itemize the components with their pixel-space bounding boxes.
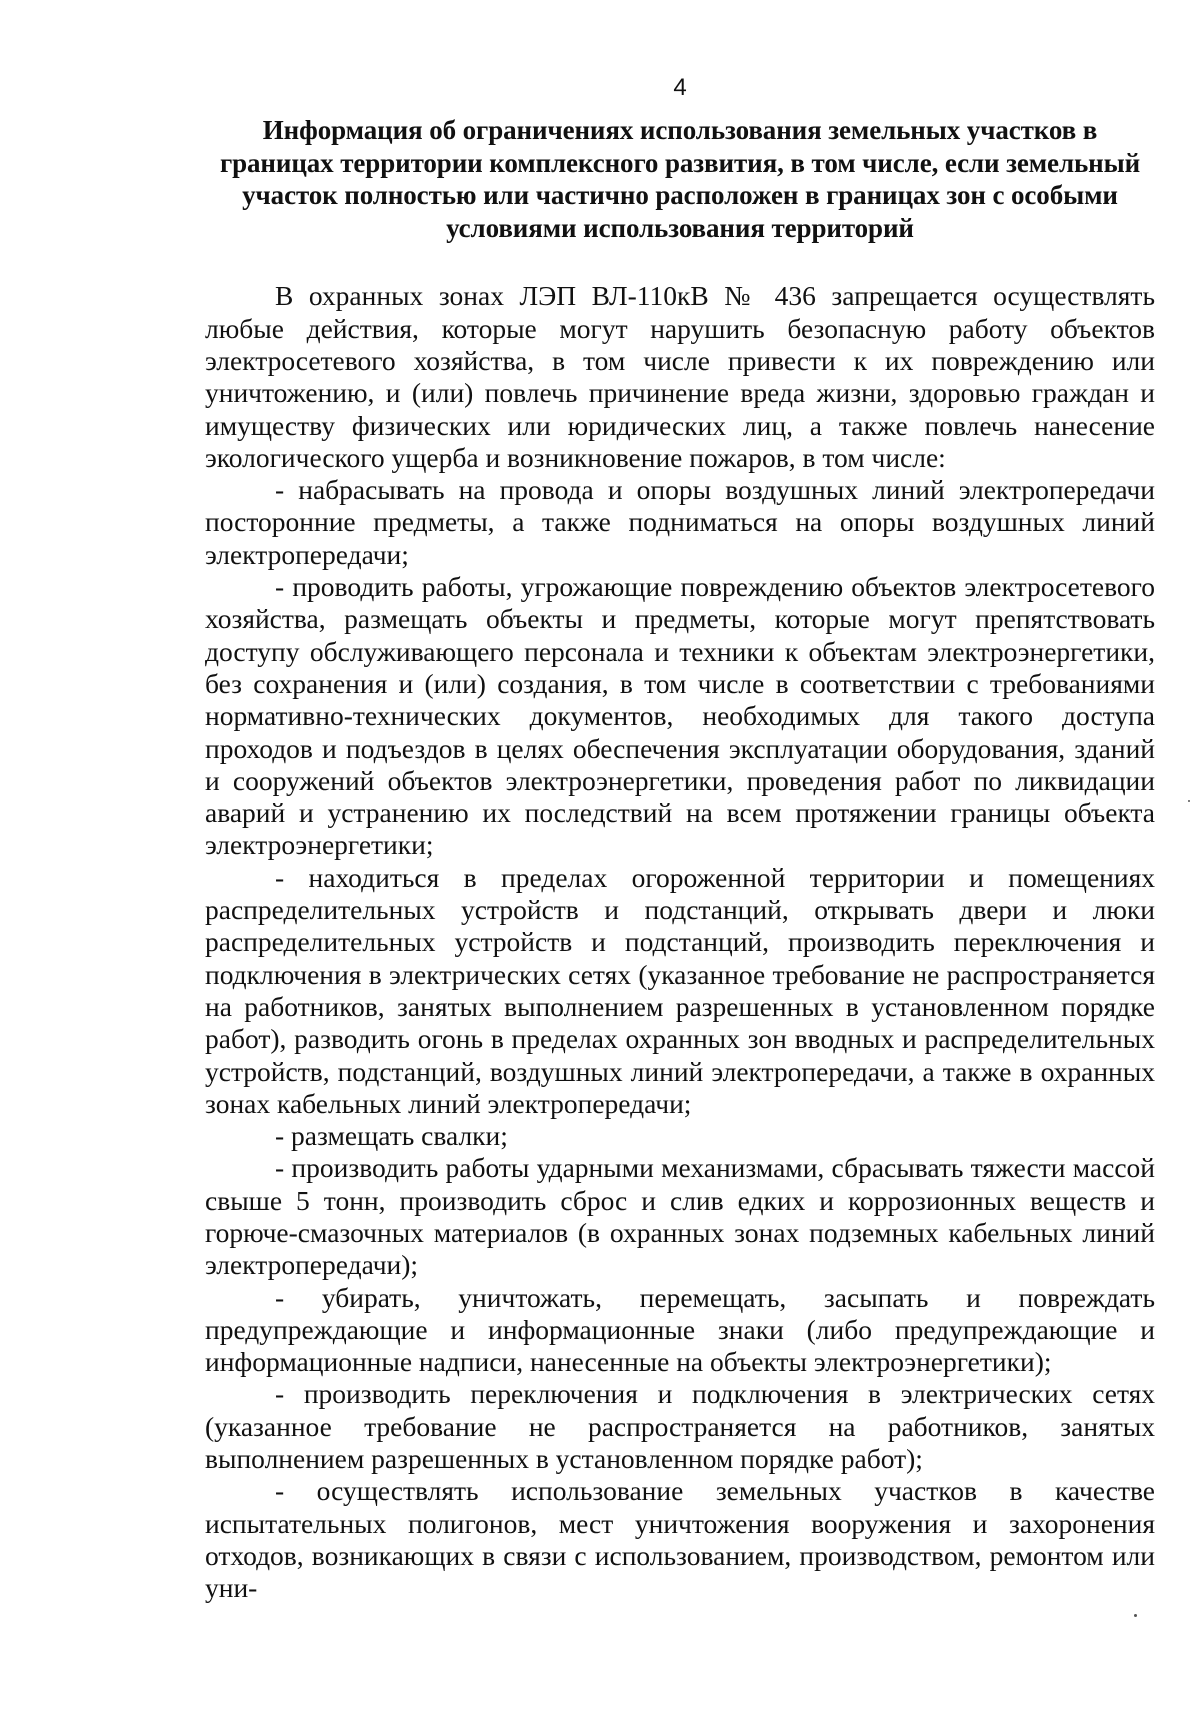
scan-artifact [1188, 800, 1190, 802]
paragraph-item: - производить переключения и подключения в электрических сетях (указанное требование не распространяется на работников, занятых выполнением разрешенных в установленном порядке работ); [205, 1378, 1155, 1475]
paragraph-item: - набрасывать на провода и опоры воздушных линий электропередачи посторонние предметы, а также подниматься на опоры воздушных линий электропередачи; [205, 474, 1155, 570]
section-heading: Информация об ограничениях использования земельных участков в границах территории комплексного развития, в том числе, если земельный участок полностью или частично расположен в границах зон с особыми условиями использования территорий [219, 115, 1141, 243]
paragraph-item: - производить работы ударными механизмами, сбрасывать тяжести массой свыше 5 тонн, производить сброс и слив едких и коррозионных веществ и горюче-смазочных материалов (в охранных зонах подземных кабельных линий электропередачи); [205, 1152, 1155, 1281]
page-number: 4 [673, 74, 687, 101]
document-body [205, 280, 1155, 1604]
paragraph-item: - осуществлять использование земельных участков в качестве испытательных полигонов, мест уничтожения вооружения и захоронения отходов, возникающих в связи с использованием, производством, ремонтом или уни- [205, 1475, 1155, 1604]
paragraph-intro: В охранных зонах ЛЭП ВЛ-110кВ № 436 запрещается осуществлять любые действия, которые могут нарушить безопасную работу объектов электросетевого хозяйства, в том числе привести к их повреждению или уничтожению, и (или) повлечь причинение вреда жизни, здоровью граждан и имуществу физических или юридических лиц, а также повлечь нанесение экологического ущерба и возникновение пожаров, в том числе: [205, 280, 1155, 473]
paragraph-item: - находиться в пределах огороженной территории и помещениях распределительных устройств и подстанций, открывать двери и люки распределительных устройств и подстанций, производить переключения и подключения в электрических сетях (указанное требование не распространяется на работников, занятых выполнением разрешенных в установленном порядке работ), разводить огонь в пределах охранных зон вводных и распределительных устройств, подстанций, воздушных линий электропередачи, а также в охранных зонах кабельных линий электропередачи; [205, 861, 1155, 1119]
scan-artifact [1134, 1614, 1137, 1617]
paragraph-item: - убирать, уничтожать, перемещать, засыпать и повреждать предупреждающие и информационные знаки (либо предупреждающие и информационные надписи, нанесенные на объекты электроэнергетики); [205, 1281, 1155, 1378]
paragraph-item: - размещать свалки; [275, 1120, 508, 1152]
paragraph-item: - проводить работы, угрожающие повреждению объектов электросетевого хозяйства, размещать объекты и предметы, которые могут препятствовать доступу обслуживающего персонала и техники к объектам электроэнергетики, без сохранения и (или) создания, в том числе в соответствии с требованиями нормативно-технических документов, необходимых для такого доступа проходов и подъездов в целях обеспечения эксплуатации оборудования, зданий и сооружений объектов электроэнергетики, проведения работ по ликвидации аварий и устранению их последствий на всем протяжении границы объекта электроэнергетики; [205, 571, 1155, 861]
